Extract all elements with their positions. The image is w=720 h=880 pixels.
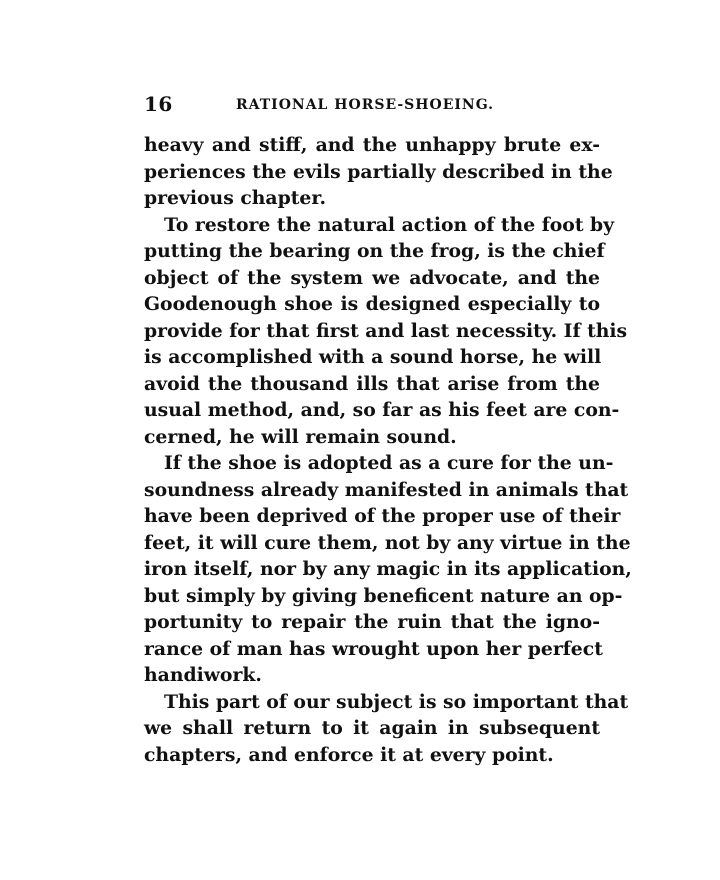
text-line: provide for that first and last necessity. If this	[144, 319, 628, 342]
text-line: but simply by giving beneficent nature an op-	[144, 584, 623, 607]
paragraph-2	[144, 212, 628, 451]
text-line: object of the system we advocate, and the	[144, 266, 600, 289]
text-line: usual method, and, so far as his feet are con-	[144, 399, 620, 421]
text-line: To restore the natural action of the foot by	[164, 213, 615, 236]
text-line: handiwork.	[144, 664, 262, 686]
text-line: portunity to repair the ruin that the igno-	[144, 611, 600, 633]
text-line: have been deprived of the proper use of their	[144, 505, 621, 527]
text-line: avoid the thousand ills that arise from the	[144, 372, 600, 395]
text-line: periences the evils partially described in the	[144, 160, 613, 183]
page-number: 16	[144, 92, 173, 116]
text-line: feet, it will cure them, not by any virtue in the	[144, 531, 631, 554]
text-line: If the shoe is adopted as a cure for the un-	[164, 452, 614, 474]
text-line: iron itself, nor by any magic in its application,	[144, 558, 632, 580]
text-line: heavy and stiff, and the unhappy brute ex-	[144, 134, 600, 156]
text-line: putting the bearing on the frog, is the chief	[144, 240, 605, 262]
paragraph-3	[144, 450, 632, 689]
text-line: cerned, he will remain sound.	[144, 425, 457, 448]
paragraph-4	[144, 689, 629, 769]
running-head	[144, 92, 600, 116]
text-line: soundness already manifested in animals that	[144, 478, 629, 501]
text-line: previous chapter.	[144, 187, 327, 209]
text-line: is accomplished with a sound horse, he will	[144, 346, 602, 368]
text-line: Goodenough shoe is designed especially to	[144, 293, 600, 315]
paragraph-1	[144, 132, 613, 212]
text-line: we shall return to it again in subsequent	[144, 717, 600, 739]
text-line: chapters, and enforce it at every point.	[144, 743, 554, 766]
running-title: RATIONAL HORSE-SHOEING.	[236, 97, 495, 113]
text-line: rance of man has wrought upon her perfect	[144, 637, 603, 660]
text-line: This part of our subject is so important that	[164, 690, 629, 713]
body-text	[144, 132, 632, 768]
